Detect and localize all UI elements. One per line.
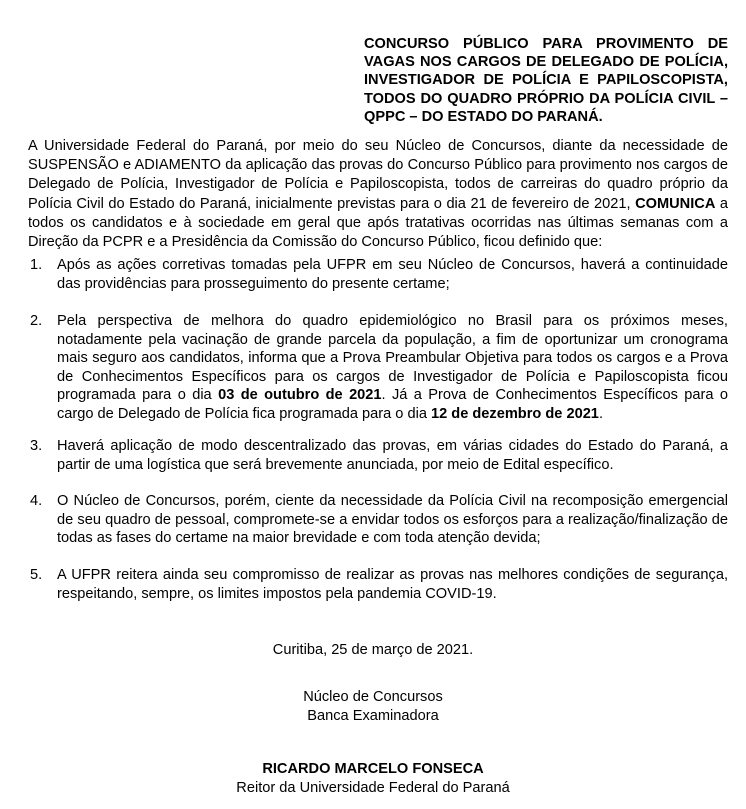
list-item-number: 1. [30, 257, 43, 273]
list-item [0, 492, 728, 548]
intro-text-1: A Universidade Federal do Paraná, por meio do seu Núcleo de Concursos, diante da necessidade de SUSPENSÃO e ADIAMENTO da aplicação das provas do Concurso Público para provimento nos cargos de Delegado de Polícia, Investigador de Polícia e Papiloscopista, todos de carreiras do quadro próprio da Polícia Civil do Estado do Paraná, inicialmente previstas para o dia 21 de fevereiro de 2021, [28, 138, 728, 212]
delegate-exam-date: 12 de dezembro de 2021 [431, 405, 599, 422]
list-item-text: . Já a Prova de Conhecimentos Específicos para o cargo de Delegado de Polícia fica programada para o dia [57, 387, 728, 422]
org-name: Núcleo de Concursos [303, 689, 443, 705]
list-item-number: 3. [30, 438, 43, 454]
list-item [0, 566, 728, 603]
list-item-text: Pela perspectiva de melhora do quadro epidemiológico no Brasil para os próximos meses, notadamente pela vacinação de grande parcela da população, a fim de oportunizar um cronograma mais seguro aos candidatos, informa que a Prova Preambular Objetiva para todos os cargos e a Prova de Conhecimentos Específicos para os cargos de Investigador de Polícia e Papiloscopista ficou programada para o dia [57, 313, 728, 403]
date-line: Curitiba, 25 de março de 2021. [272, 642, 474, 658]
list-item [0, 256, 728, 293]
intro-text-2: a todos os candidatos e à sociedade em geral que após tratativas ocorridas nas últimas semanas com a Direção da PCPR e a Presidência da Comissão do Concurso Público, ficou definido que: [28, 195, 729, 251]
list-item [0, 312, 728, 423]
list-item-number: 4. [30, 493, 43, 509]
list-item-text: O Núcleo de Concursos, porém, ciente da necessidade da Polícia Civil na recomposição emergencial de seu quadro de pessoal, compromete-se a envidar todos os esforços para a realização/finalização de todas as fases do certame na maior brevidade e com toda atenção devida; [57, 493, 728, 546]
list-item-text: . [598, 405, 603, 422]
signatory-role: Reitor da Universidade Federal do Paraná [236, 780, 510, 796]
objective-exam-date: 03 de outubro de 2021 [218, 387, 382, 403]
intro-paragraph [28, 137, 728, 252]
document-title: CONCURSO PÚBLICO PARA PROVIMENTO DE VAGAS NOS CARGOS DE DELEGADO DE POLÍCIA, INVESTIGADOR DE POLÍCIA E PAPILOSCOPISTA, TODOS DO QUADRO PRÓPRIO DA POLÍCIA CIVIL – QPPC – DO ESTADO DO PARANÁ. [364, 36, 728, 125]
list-item-number: 5. [30, 567, 43, 583]
signatory-name: RICARDO MARCELO FONSECA [262, 761, 484, 777]
list-item-text: Haverá aplicação de modo descentralizado das provas, em várias cidades do Estado do Paraná, a partir de uma logística que será brevemente anunciada, por meio de Edital específico. [57, 438, 728, 473]
org-unit: Banca Examinadora [307, 708, 439, 724]
intro-bold-comunica: COMUNICA [635, 195, 716, 212]
list-item-text: Após as ações corretivas tomadas pela UFPR em seu Núcleo de Concursos, haverá a continuidade das providências para prosseguimento do presente certame; [57, 257, 728, 292]
list-item-number: 2. [30, 313, 43, 329]
list-item-text: A UFPR reitera ainda seu compromisso de realizar as provas nas melhores condições de segurança, respeitando, sempre, os limites impostos pela pandemia COVID-19. [57, 567, 728, 602]
list-item [0, 437, 728, 474]
